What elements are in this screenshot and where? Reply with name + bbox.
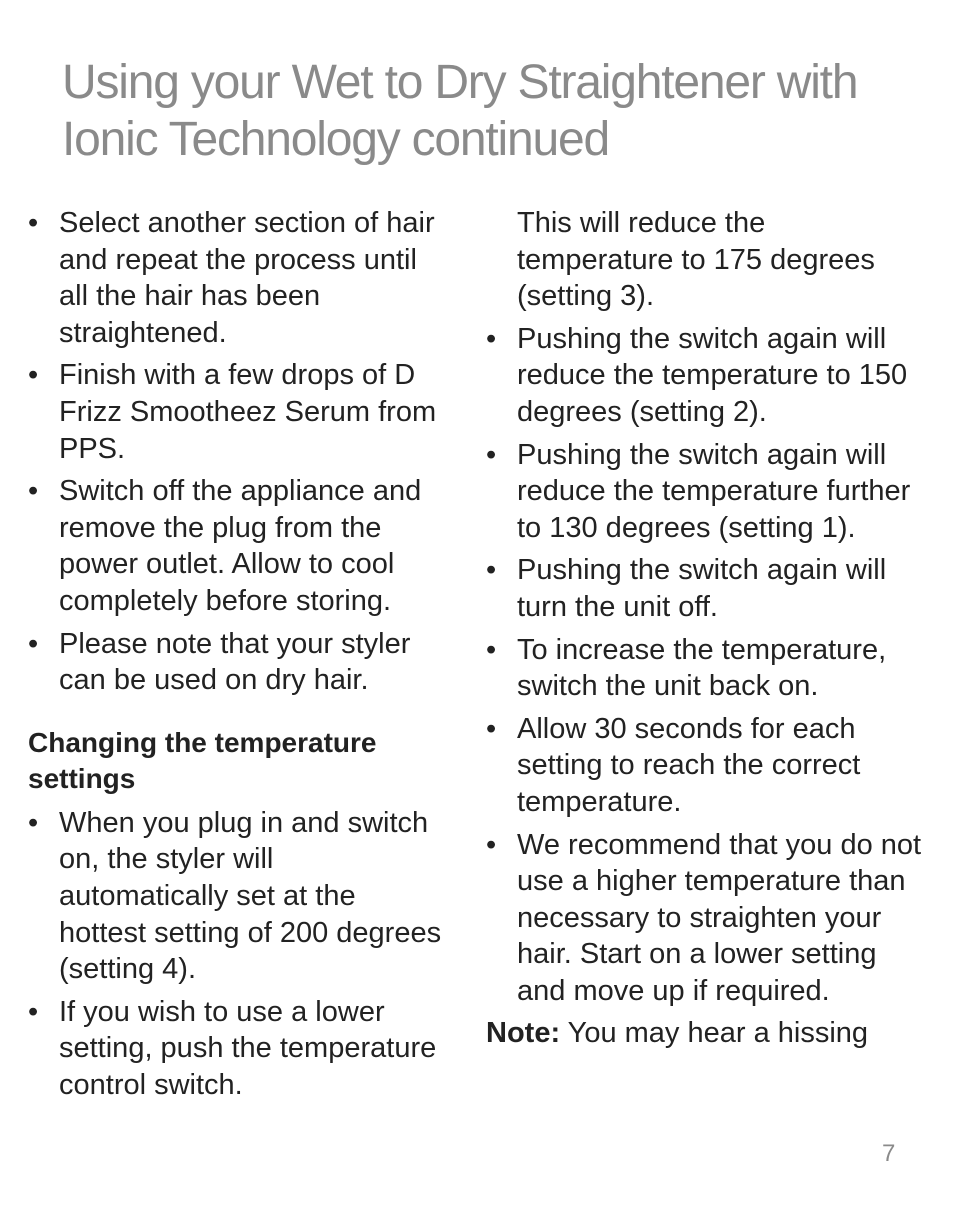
list-item: • If you wish to use a lower setting, push the temperature control switch. (28, 994, 448, 1104)
list-item: • Pushing the switch again will reduce the temperature to 150 degrees (setting 2). (486, 321, 926, 431)
list-item: • We recommend that you do not use a higher temperature than necessary to straighten your hair. Start on a lower setting and move up if required. (486, 827, 926, 1010)
temperature-steps-continued-list (486, 205, 926, 1009)
right-column (486, 205, 926, 1052)
list-item-continuation: This will reduce the temperature to 175 degrees (setting 3). (517, 207, 875, 313)
left-column (28, 205, 448, 1109)
list-item: • Finish with a few drops of D Frizz Smootheez Serum from PPS. (28, 357, 448, 467)
list-item: • Select another section of hair and repeat the process until all the hair has been straightened. (28, 205, 448, 351)
page-title-line-2: Ionic Technology continued (62, 113, 610, 166)
section-heading: Changing the temperature settings (28, 726, 377, 794)
note-label: Note: (486, 1017, 561, 1050)
page-title-line-1: Using your Wet to Dry Straightener with (62, 56, 858, 109)
note (486, 1015, 926, 1052)
list-item: • Switch off the appliance and remove the plug from the power outlet. Allow to cool completely before storing. (28, 473, 448, 619)
note-text: You may hear a hissing (567, 1017, 869, 1050)
list-item: • Pushing the switch again will reduce the temperature further to 130 degrees (setting 1). (486, 437, 926, 547)
temperature-steps-list (28, 805, 448, 1104)
list-item: • Please note that your styler can be used on dry hair. (28, 626, 448, 699)
page-title (62, 54, 922, 168)
list-item: • When you plug in and switch on, the styler will automatically set at the hottest setting of 200 degrees (setting 4). (28, 805, 448, 988)
list-item: • Pushing the switch again will turn the unit off. (486, 552, 926, 625)
page-number: 7 (882, 1140, 896, 1167)
list-item: • Allow 30 seconds for each setting to reach the correct temperature. (486, 711, 926, 821)
list-item: • To increase the temperature, switch the unit back on. (486, 632, 926, 705)
care-steps-list (28, 205, 448, 699)
